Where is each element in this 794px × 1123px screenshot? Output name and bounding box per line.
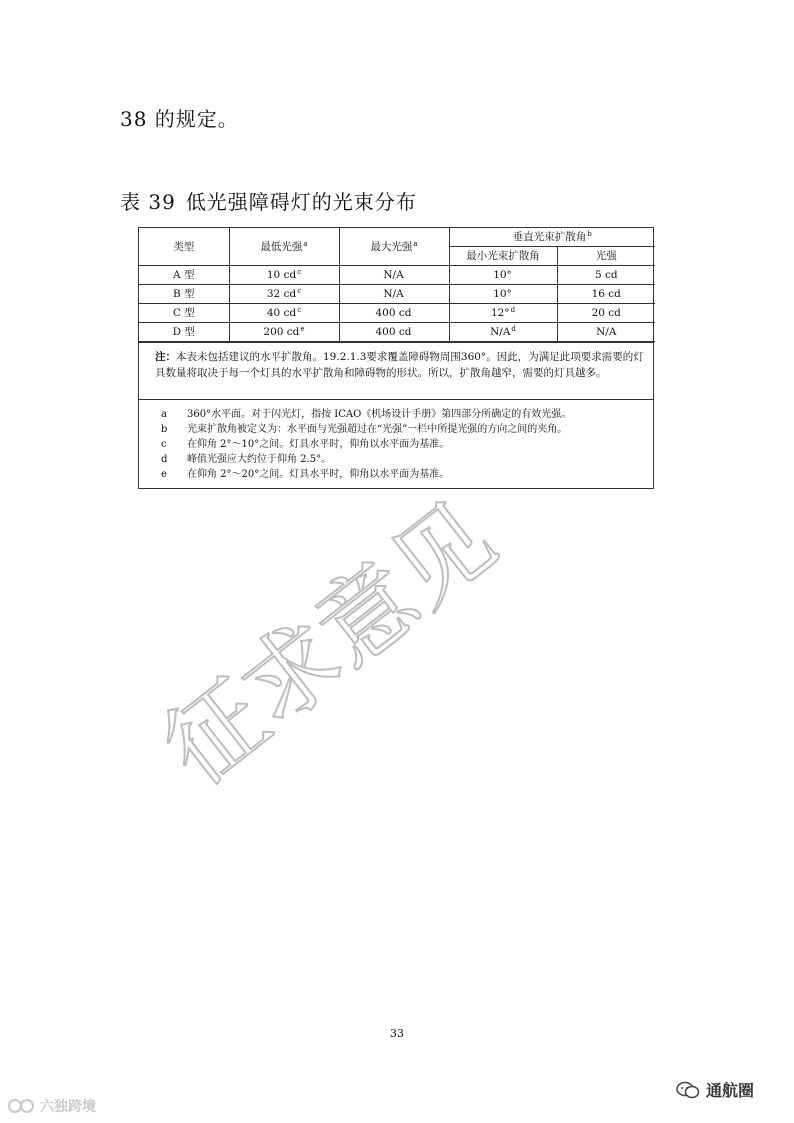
header-min-intensity: 最低光强$^a$ [229,228,339,266]
brand-left-text: 六独跨境 [40,1099,96,1115]
cell-intensity: N/A [557,323,655,342]
cell-max: 400 cd [339,304,449,323]
watermark [140,480,560,860]
header-vertical-spread: 垂直光束扩散角$^b$ [449,228,655,247]
table-number: 表 39 [120,190,176,214]
header-intensity: 光强 [557,247,655,266]
cell-type: B 型 [139,285,229,304]
cell-max: N/A [339,285,449,304]
wechat-icon [676,1081,700,1099]
footnote-a: a 360°水平面。对于闪光灯，指按 ICAO《机场设计手册》第四部分所确定的有效光强。 [161,409,572,420]
cell-min: 32 $cd^c$ [229,285,339,304]
table-row [139,285,655,304]
brand-right [676,1078,754,1101]
footnote-c: c 在仰角 2°～10°之间。灯具水平时，仰角以水平面为基准。 [161,439,450,450]
cell-min: 40 $cd^c$ [229,304,339,323]
cell-type: D 型 [139,323,229,342]
footnote-e: e 在仰角 2°～20°之间。灯具水平时，仰角以水平面为基准。 [161,469,450,480]
watermark-text: 征求意见 [143,481,516,807]
header-type: 类型 [139,228,229,266]
table-row [139,304,655,323]
brand-right-text: 通航圈 [706,1081,755,1100]
cell-type: A 型 [139,266,229,285]
cell-intensity: 16 cd [557,285,655,304]
cell-angle: 10° [449,285,557,304]
note-label: 注： [155,351,176,363]
header-row-1 [139,228,655,247]
cell-angle: 12°$^d$ [449,304,557,323]
light-distribution-table [138,227,654,489]
note-text: 本表未包括建议的水平扩散角。19.2.1.3要求覆盖障碍物周围360°。因此，为满足此项要求需要的灯具数量将取决于每一个灯具的水平扩散角和障碍物的形状。所以，扩散角越窄，需要的灯具越多。 [155,351,644,379]
brand-logo-icon [8,1098,36,1114]
cell-min: 200 $cd^e$ [229,323,339,342]
cell-intensity: 20 cd [557,304,655,323]
continuation-text: 38 的规定。 [120,107,239,131]
page-number: 33 [390,1027,404,1040]
footnote-b: b 光束扩散角被定义为：水平面与光强超过在“光强”一栏中所提光强的方向之间的夹角。 [161,424,568,435]
brand-left [8,1096,96,1116]
table-title [120,186,417,215]
header-max-intensity: 最大光强$^a$ [339,228,449,266]
footnote-d: d 峰值光强应大约位于仰角 2.5°。 [161,454,332,465]
cell-angle: 10° [449,266,557,285]
cell-max: N/A [339,266,449,285]
table-row [139,266,655,285]
cell-intensity: 5 cd [557,266,655,285]
table-title-text: 低光强障碍灯的光束分布 [185,190,417,214]
table-row [139,323,655,342]
footnotes [139,399,653,488]
header-min-beam-angle: 最小光束扩散角 [449,247,557,266]
cell-angle: $N/A^d$ [449,323,557,342]
cell-max: 400 cd [339,323,449,342]
cell-type: C 型 [139,304,229,323]
cell-min: 10 $cd^c$ [229,266,339,285]
table-note [139,342,653,399]
